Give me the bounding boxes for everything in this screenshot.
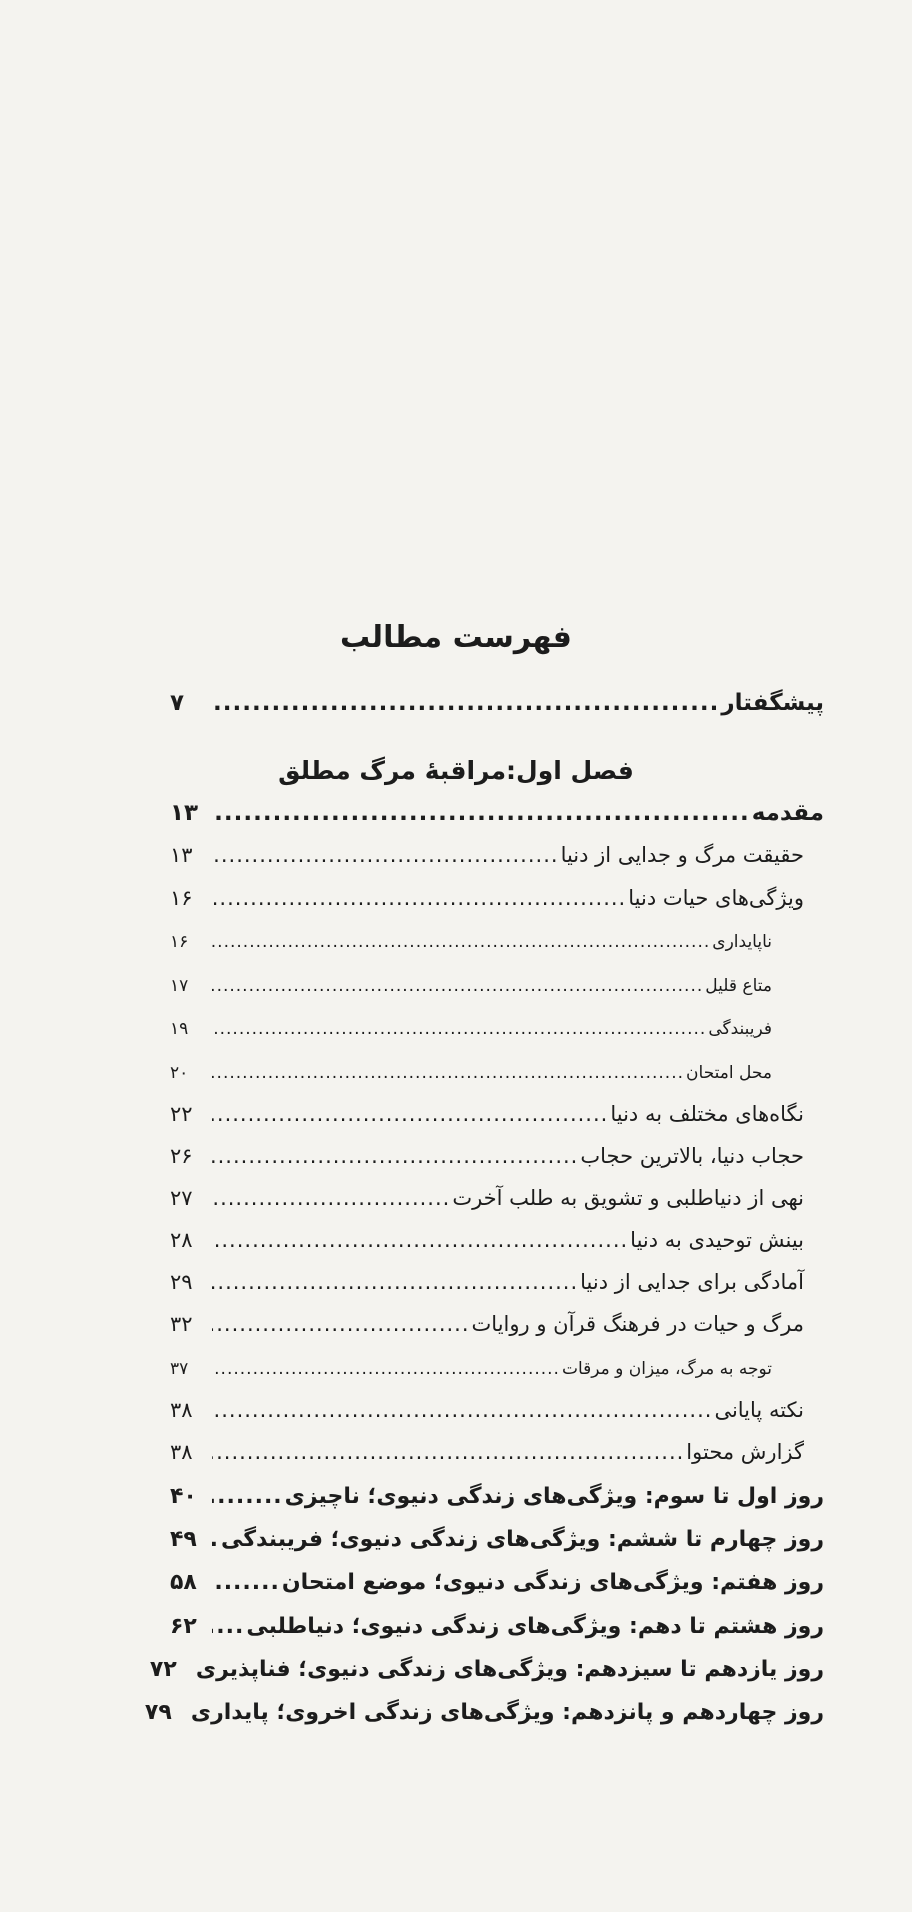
toc-leader-dots xyxy=(212,800,752,826)
toc-entry-label: روز هفتم: ویژگی‌های زندگی دنیوی؛ موضع امتحان xyxy=(281,1570,824,1595)
toc-entry-label: ویژگی‌های حیات دنیا xyxy=(628,886,804,910)
toc-entry-page: ۳۸ xyxy=(170,1440,193,1464)
toc-entry-page: ۱۷ xyxy=(170,976,189,996)
toc-entry xyxy=(170,800,824,826)
toc-entry-label: نکته پایانی xyxy=(714,1398,804,1422)
toc-entry xyxy=(170,1527,824,1552)
toc-entry xyxy=(170,1019,772,1039)
toc-entry-label: متاع قلیل xyxy=(705,976,772,996)
toc-leader-dots xyxy=(212,1102,610,1126)
toc-entry xyxy=(170,1063,772,1083)
toc-leader-dots xyxy=(212,932,712,952)
toc-leader-dots xyxy=(212,1063,686,1083)
toc-entry-page: ۲۶ xyxy=(170,1144,193,1168)
toc-leader-dots xyxy=(212,976,705,996)
toc-entry-label: محل امتحان xyxy=(686,1063,772,1083)
toc-entry-label: روز هشتم تا دهم: ویژگی‌های زندگی دنیوی؛ دنیاطلبی xyxy=(246,1614,824,1639)
toc-entry-page: ۷ xyxy=(170,690,185,716)
toc-entry-label: مقدمه xyxy=(751,800,824,826)
toc-entry xyxy=(170,932,772,952)
toc-entry xyxy=(170,1270,804,1294)
toc-entry-label: حقیقت مرگ و جدایی از دنیا xyxy=(560,843,804,867)
toc-entry xyxy=(144,1700,824,1725)
toc-entry-label: بینش توحیدی به دنیا xyxy=(630,1228,804,1252)
toc-leader-dots xyxy=(212,1398,714,1422)
toc-entry-label: نهی از دنیاطلبی و تشویق به طلب آخرت xyxy=(452,1186,804,1210)
toc-entry-label: روز چهارم تا ششم: ویژگی‌های زندگی دنیوی؛ فریبندگی xyxy=(220,1527,824,1552)
toc-entry xyxy=(170,843,804,867)
toc-entry xyxy=(170,1440,804,1464)
toc-entry xyxy=(170,1102,804,1126)
toc-leader-dots xyxy=(212,690,721,716)
page-title: فهرست مطالب xyxy=(340,620,572,655)
toc-leader-dots xyxy=(212,1527,221,1552)
toc-leader-dots xyxy=(212,1484,285,1509)
toc-entry xyxy=(149,1657,824,1682)
toc-entry-page: ۴۰ xyxy=(170,1484,197,1509)
toc-entry xyxy=(170,976,772,996)
toc-entry-preface xyxy=(170,690,824,716)
toc-entry-page: ۴۹ xyxy=(170,1527,197,1552)
toc-entry xyxy=(170,1228,804,1252)
toc-entry-page: ۱۶ xyxy=(170,886,193,910)
toc-entry-page: ۷۹ xyxy=(144,1700,172,1725)
toc-leader-dots xyxy=(212,1312,472,1336)
toc-entry-page: ۱۶ xyxy=(170,932,189,952)
toc-leader-dots xyxy=(212,1614,246,1639)
toc-entry-label: روز چهاردهم و پانزدهم: ویژگی‌های زندگی اخروی؛ پایداری xyxy=(190,1700,824,1725)
toc-entry-page: ۷۲ xyxy=(149,1657,177,1682)
toc-leader-dots xyxy=(212,1144,580,1168)
toc-entry-label: فریبندگی xyxy=(708,1019,772,1039)
toc-leader-dots xyxy=(212,1440,686,1464)
toc-entry-label: روز اول تا سوم: ویژگی‌های زندگی دنیوی؛ ناچیزی xyxy=(284,1484,824,1509)
toc-entry xyxy=(170,886,804,910)
toc-entry-page: ۲۷ xyxy=(170,1186,193,1210)
toc-entry-page: ۱۳ xyxy=(170,800,199,826)
toc-entry-page: ۶۲ xyxy=(170,1614,197,1639)
toc-leader-dots xyxy=(187,1700,191,1725)
toc-entry-label: ناپایداری xyxy=(712,932,772,952)
toc-entry-page: ۳۷ xyxy=(170,1359,189,1379)
toc-entry xyxy=(170,1359,772,1379)
toc-entry xyxy=(170,1570,824,1595)
toc-leader-dots xyxy=(192,1657,196,1682)
toc-entry-label: پیشگفتار xyxy=(721,690,824,716)
toc-leader-dots xyxy=(212,1570,282,1595)
toc-entry xyxy=(170,1398,804,1422)
toc-entry-page: ۳۲ xyxy=(170,1312,193,1336)
toc-entry-page: ۱۳ xyxy=(170,843,193,867)
toc-leader-dots xyxy=(212,1186,452,1210)
toc-leader-dots xyxy=(212,843,561,867)
toc-entry-label: نگاه‌های مختلف به دنیا xyxy=(610,1102,804,1126)
toc-entry xyxy=(170,1312,804,1336)
toc-leader-dots xyxy=(212,1019,708,1039)
toc-entry-page: ۵۸ xyxy=(170,1570,197,1595)
toc-leader-dots xyxy=(212,886,628,910)
toc-entry xyxy=(170,1186,804,1210)
toc-entry-page: ۱۹ xyxy=(170,1019,189,1039)
toc-entry-page: ۲۹ xyxy=(170,1270,193,1294)
toc-entry-label: آمادگی برای جدایی از دنیا xyxy=(580,1270,804,1294)
toc-entry-page: ۲۲ xyxy=(170,1102,193,1126)
toc-leader-dots xyxy=(212,1270,580,1294)
toc-entry-label: مرگ و حیات در فرهنگ قرآن و روایات xyxy=(471,1312,804,1336)
toc-entry xyxy=(170,1614,824,1639)
toc-leader-dots xyxy=(212,1359,562,1379)
toc-entry-label: توجه به مرگ، میزان و مرقات xyxy=(561,1359,772,1379)
toc-leader-dots xyxy=(212,1228,630,1252)
toc-entry-page: ۲۰ xyxy=(170,1063,189,1083)
toc-entry xyxy=(170,1484,824,1509)
chapter-title: فصل اول:مراقبهٔ مرگ مطلق xyxy=(278,756,634,785)
toc-entry-page: ۲۸ xyxy=(170,1228,193,1252)
toc-entry-label: حجاب دنیا، بالاترین حجاب xyxy=(580,1144,804,1168)
toc-entry-label: گزارش محتوا xyxy=(686,1440,804,1464)
toc-entry-label: روز یازدهم تا سیزدهم: ویژگی‌های زندگی دنیوی؛ فناپذیری xyxy=(195,1657,824,1682)
toc-entry-page: ۳۸ xyxy=(170,1398,193,1422)
toc-entry xyxy=(170,1144,804,1168)
